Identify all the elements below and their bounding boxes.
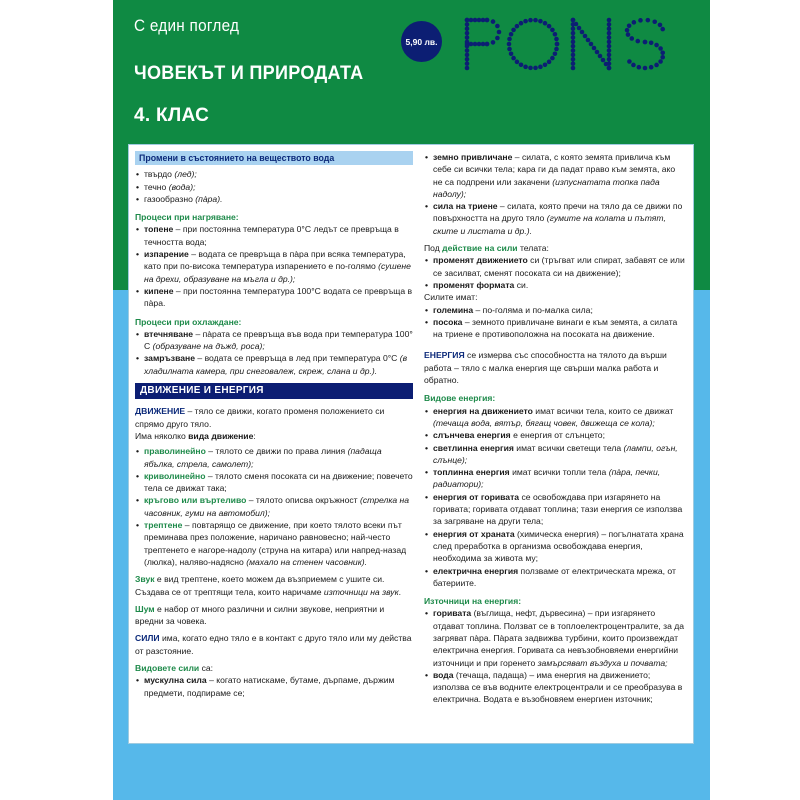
logo-dot bbox=[465, 31, 470, 36]
logo-dot bbox=[547, 24, 552, 29]
logo-dot bbox=[586, 38, 591, 43]
motion-definition: ДВИЖЕНИЕ – тяло се движи, когато променя положението си спрямо друго тяло. Има няколко вида движение: bbox=[135, 406, 385, 441]
logo-dot bbox=[649, 65, 654, 70]
logo-dot bbox=[643, 66, 648, 71]
logo-dot bbox=[607, 35, 612, 40]
logo-dot bbox=[465, 22, 470, 27]
force-kinds-list bbox=[135, 674, 413, 699]
logo-dot bbox=[497, 30, 502, 35]
logo-dot bbox=[607, 40, 612, 45]
logo-dot bbox=[637, 65, 642, 70]
heating-list bbox=[135, 223, 413, 309]
list-item: • замръзване – водата се превръща в лед при температура 0°C (в хладилната камера, при снеговалеж, скреж, слана и др.). bbox=[144, 352, 413, 377]
logo-dot bbox=[649, 40, 654, 45]
logo-dot bbox=[543, 62, 548, 67]
logo-dot bbox=[592, 46, 597, 51]
logo-dot bbox=[660, 55, 665, 60]
logo-dot bbox=[631, 63, 636, 68]
logo-dot bbox=[554, 37, 559, 42]
logo-dot bbox=[509, 32, 514, 37]
logo-dot bbox=[627, 59, 632, 64]
logo-dot bbox=[519, 62, 524, 67]
logo-dot bbox=[553, 51, 558, 56]
list-item: • криволинейно – тялото сменя посоката си на движение; повечето тела се движат така; bbox=[144, 470, 413, 495]
logo-dot bbox=[528, 66, 533, 71]
logo-dot bbox=[465, 57, 470, 62]
logo-dot bbox=[607, 26, 612, 31]
logo-dot bbox=[473, 42, 478, 47]
list-item: • електрична енергия ползваме от електрическата мрежа, от батериите. bbox=[433, 565, 686, 590]
list-item: • мускулна сила – когато натискаме, бутаме, дърпаме, държим предмети, подпираме се; bbox=[144, 674, 413, 699]
logo-dot bbox=[465, 66, 470, 71]
logo-dot bbox=[511, 56, 516, 61]
logo-dot bbox=[533, 66, 538, 71]
motion-kinds-list bbox=[135, 445, 413, 568]
logo-dot bbox=[658, 23, 663, 28]
logo-dot bbox=[547, 60, 552, 65]
logo-dot bbox=[598, 54, 603, 59]
logo-dot bbox=[654, 43, 659, 48]
series-title: С един поглед bbox=[134, 16, 240, 35]
logo-dot bbox=[550, 56, 555, 61]
logo-dot bbox=[465, 61, 470, 66]
logo-dot bbox=[601, 58, 606, 63]
logo-dot bbox=[533, 18, 538, 23]
logo-dot bbox=[646, 18, 651, 23]
logo-dot bbox=[469, 18, 474, 23]
list-item: • енергия от горивата се освобождава при изгарянето на горивата; горивата отдават топлина; тази енергия се използва за загряване на други тела; bbox=[433, 491, 686, 528]
logo-dot bbox=[571, 66, 576, 71]
logo-dot bbox=[465, 42, 470, 47]
cover-background bbox=[113, 0, 710, 800]
force-kinds-intro: Видовете сили са: bbox=[135, 662, 214, 673]
right-column bbox=[424, 151, 686, 706]
action-list bbox=[424, 254, 686, 291]
logo-dot bbox=[629, 36, 634, 41]
logo-dot bbox=[485, 42, 490, 47]
logo-dot bbox=[626, 32, 631, 37]
logo-dot bbox=[465, 48, 470, 53]
logo-dot bbox=[495, 24, 500, 29]
logo-dot bbox=[625, 28, 630, 33]
logo-dot bbox=[607, 57, 612, 62]
logo-dot bbox=[528, 18, 533, 23]
logo-dot bbox=[523, 65, 528, 70]
list-item: • енергия на движението имат всички тела, които се движат (течаща вода, вятър, бягащ човек, движеща се кола); bbox=[433, 405, 686, 430]
logo-dot bbox=[595, 50, 600, 55]
logo-dot bbox=[481, 42, 486, 47]
logo-dot bbox=[638, 18, 643, 23]
logo-dot bbox=[607, 44, 612, 49]
forces-have-heading: Силите имат: bbox=[424, 292, 478, 303]
logo-dot bbox=[543, 21, 548, 26]
list-item: • изпарение – водата се превръща в пàра при всяка температура, като при по-висока температура изпарението е по-голямо (сушене на дрехи, образуване на мъгла и др.); bbox=[144, 248, 413, 285]
forces-have-list bbox=[424, 304, 686, 341]
section-heading-cooling: Процеси при охлаждане: bbox=[135, 316, 242, 327]
logo-dot bbox=[571, 31, 576, 36]
logo-dot bbox=[658, 46, 663, 51]
logo-dot bbox=[515, 60, 520, 65]
logo-dot bbox=[507, 42, 512, 47]
pons-logo-icon bbox=[461, 14, 696, 74]
grade-label: 4. КЛАС bbox=[134, 105, 210, 126]
logo-dot bbox=[607, 61, 612, 66]
list-item: • земно привличане – силата, с която земята привлича към себе си всички тела; кара ги да падат право към земята, ако не са подпрени или закачени (изпуснатата топка пада надолу); bbox=[433, 151, 686, 200]
list-item: • енергия от храната (химическа енергия) – погълнатата храна след преработка в организма освобождава енергия, необходима за живота му; bbox=[433, 528, 686, 565]
price-badge: 5,90 лв. bbox=[401, 21, 442, 62]
section-heading-energy-kinds: Видове енергия: bbox=[424, 393, 496, 404]
list-item: • големина – по-голяма и по-малка сила; bbox=[433, 304, 686, 316]
list-item: • променят формата си. bbox=[433, 279, 686, 291]
logo-dot bbox=[589, 42, 594, 47]
logo-dot bbox=[481, 18, 486, 23]
noise-paragraph: Шум е набор от много различни и силни звукове, неприятни и вредни за човека. bbox=[135, 603, 385, 627]
logo-dot bbox=[658, 59, 663, 64]
logo-dot bbox=[607, 18, 612, 23]
logo-dot bbox=[571, 26, 576, 31]
list-item: • горивата (въглища, нефт, дървесина) – при изгарянето отдават топлина. Ползват се в топлоелектроцентралите, за да загряват пàра. Пàрата задвижва турбини, които произвеждат електрична енергия. Горивата са невъзобновяеми енергийни източници и при горенето замърсяват въздуха и почвата; bbox=[433, 607, 686, 668]
list-item: • праволинейно – тялото се движи по права линия (падаща ябълка, стрела, самолет); bbox=[144, 445, 413, 470]
logo-dot bbox=[511, 28, 516, 33]
logo-dot bbox=[553, 32, 558, 37]
section-heading-states: Промени в състоянието на веществото вода bbox=[135, 151, 413, 165]
content-card bbox=[128, 144, 694, 744]
list-item: • течно (вода); bbox=[144, 181, 413, 193]
logo-dot bbox=[607, 66, 612, 71]
logo-dot bbox=[469, 42, 474, 47]
list-item: • топлинна енергия имат всички топли тела (пàра, печки, радиатори); bbox=[433, 466, 686, 491]
logo-dot bbox=[477, 42, 482, 47]
list-item: • кипене – при постоянна температура 100°C водата се превръща в пàра. bbox=[144, 285, 413, 310]
cooling-list bbox=[135, 328, 413, 377]
logo-dot bbox=[538, 19, 543, 24]
logo-dot bbox=[652, 19, 657, 24]
page-title: ЧОВЕКЪТ И ПРИРОДАТА bbox=[134, 63, 364, 84]
list-item: • газообразно (пàра). bbox=[144, 193, 413, 205]
logo-dot bbox=[607, 31, 612, 36]
logo-dot bbox=[555, 42, 560, 47]
logo-dot bbox=[491, 40, 496, 45]
list-item: • слънчева енергия е енергия от слънцето; bbox=[433, 429, 686, 441]
section-heading-energy-sources: Източници на енергия: bbox=[424, 596, 522, 607]
list-item: • втечняване – пàрата се превръща във вода при температура 100° C (образуване на дъжд, роса); bbox=[144, 328, 413, 353]
logo-dot bbox=[507, 47, 512, 52]
logo-dot bbox=[654, 63, 659, 68]
logo-dot bbox=[632, 20, 637, 25]
logo-dot bbox=[477, 18, 482, 23]
logo-dot bbox=[491, 19, 496, 24]
logo-dot bbox=[538, 65, 543, 70]
logo-dot bbox=[507, 37, 512, 42]
logo-dot bbox=[643, 40, 648, 45]
list-item: • променят движението си (тръгват или спират, забавят се или се засилват, сменят посоката си на движение); bbox=[433, 254, 686, 279]
list-item: • трептене – повтарящо се движение, при което тялото всеки път преминава през положение, наричано равновесно; най-често трептенето е нагоре-надолу (струна на китара) или напред-назад (люлка), наляво-надясно (махало на стенен часовник). bbox=[144, 519, 413, 568]
logo-dot bbox=[577, 26, 582, 31]
forces-paragraph: СИЛИ има, когато едно тяло е в контакт с друго тяло или му действа от разстояние. bbox=[135, 633, 412, 656]
logo-dot bbox=[635, 39, 640, 44]
logo-dot bbox=[627, 24, 632, 29]
logo-dot bbox=[580, 30, 585, 35]
logo-dot bbox=[574, 22, 579, 27]
logo-dot bbox=[571, 57, 576, 62]
logo-dot bbox=[485, 18, 490, 23]
logo-dot bbox=[571, 40, 576, 45]
logo-dot bbox=[607, 53, 612, 58]
list-item: • топене – при постоянна температура 0°C ледът се превръща в течността вода; bbox=[144, 223, 413, 248]
logo-dot bbox=[583, 34, 588, 39]
forces-continued-list bbox=[424, 151, 686, 237]
energy-paragraph: ЕНЕРГИЯ се измерва със способността на тялото да върши работа – тяло с малка енергия ще свърши малка работа и обратно. bbox=[424, 350, 667, 386]
section-heading-heating: Процеси при нагряване: bbox=[135, 212, 239, 223]
logo-dot bbox=[495, 36, 500, 41]
section-heading-motion-energy: ДВИЖЕНИЕ И ЕНЕРГИЯ bbox=[135, 383, 413, 399]
logo-dot bbox=[473, 18, 478, 23]
logo-dot bbox=[571, 61, 576, 66]
list-item: • посока – земното привличане винаги е към земята, а силата на триене е противоположна на посоката на движение. bbox=[433, 316, 686, 341]
logo-dot bbox=[660, 50, 665, 55]
list-item: • сила на триене – силата, която пречи на тяло да се движи по повърхността на друго тяло (гумите на колата и пътят, ските и листата и др.). bbox=[433, 200, 686, 237]
logo-dot bbox=[465, 18, 470, 23]
logo-dot bbox=[571, 18, 576, 23]
list-item: • твърдо (лед); bbox=[144, 168, 413, 180]
logo-dot bbox=[554, 47, 559, 52]
action-intro: Под действие на сили телата: bbox=[424, 243, 549, 254]
logo-dot bbox=[571, 44, 576, 49]
logo-dot bbox=[550, 28, 555, 33]
left-column bbox=[135, 151, 413, 699]
logo-dot bbox=[465, 26, 470, 31]
logo-dot bbox=[515, 24, 520, 29]
energy-kinds-list bbox=[424, 405, 686, 589]
list-item: • вода (течаща, падаща) – има енергия на движението; използва се във водните електроцентрали и се преобразува в електрична. Водата е възобновяем енергиен източник; bbox=[433, 669, 686, 706]
states-list bbox=[135, 168, 413, 205]
logo-dot bbox=[465, 53, 470, 58]
logo-dot bbox=[571, 48, 576, 53]
logo-dot bbox=[465, 35, 470, 40]
logo-dot bbox=[523, 19, 528, 24]
logo-dot bbox=[607, 48, 612, 53]
sound-paragraph: Звук е вид трептене, което можем да възприемем с ушите си. Създава се от трептящи тела, които наричаме източници на звук. bbox=[135, 574, 402, 597]
list-item: • кръгово или въртеливо – тялото описва окръжност (стрелка на часовник, гуми на автомобил); bbox=[144, 494, 413, 519]
energy-sources-list bbox=[424, 607, 686, 705]
list-item: • светлинна енергия имат всички светещи тела (лампи, огън, слънце); bbox=[433, 442, 686, 467]
logo-dot bbox=[509, 51, 514, 56]
logo-dot bbox=[571, 53, 576, 58]
logo-dot bbox=[519, 21, 524, 26]
logo-dot bbox=[607, 22, 612, 27]
logo-dot bbox=[660, 27, 665, 32]
logo-dot bbox=[571, 35, 576, 40]
